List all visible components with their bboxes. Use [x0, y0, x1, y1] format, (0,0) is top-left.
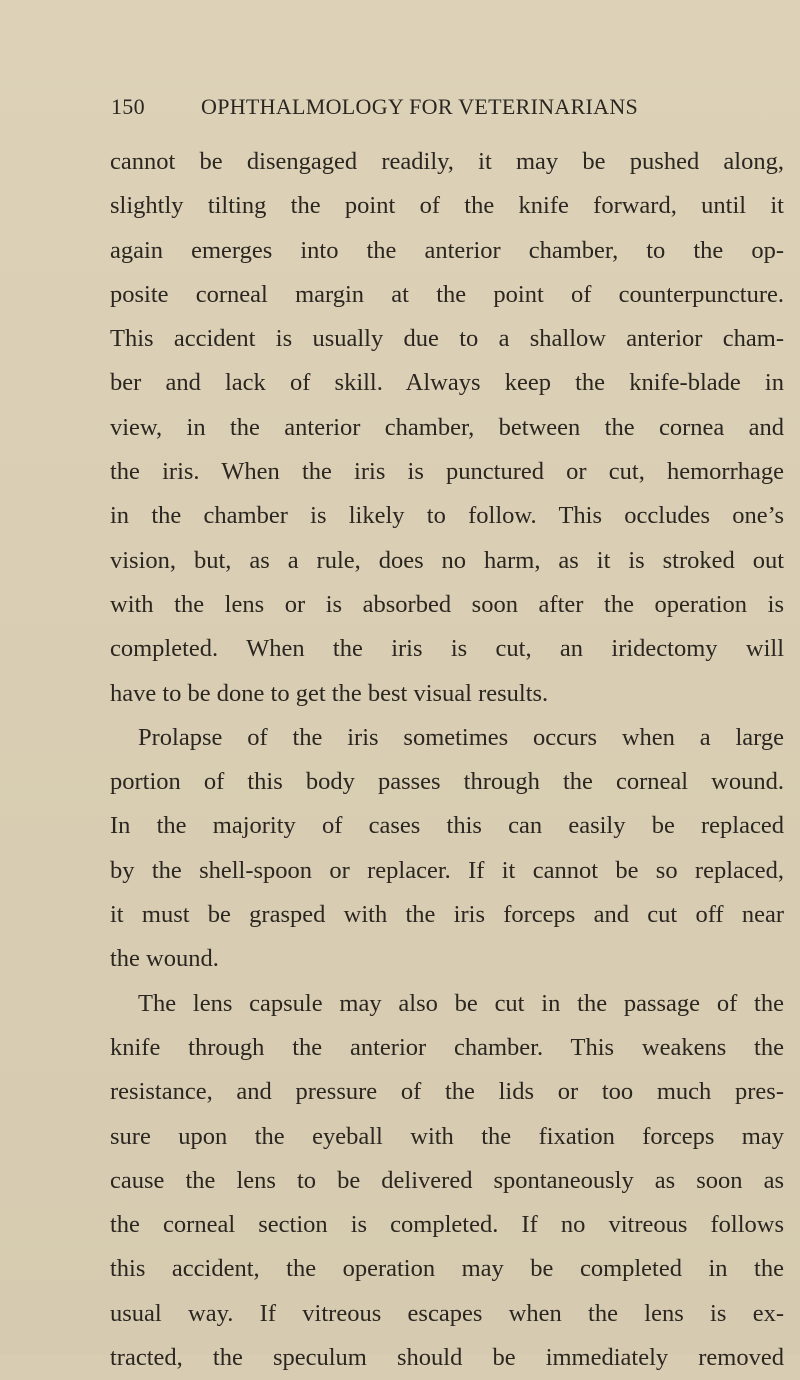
text-line: knife through the anterior chamber. This weakens the — [110, 1033, 784, 1061]
text-line: the wound. — [110, 945, 219, 973]
text-line: this accident, the operation may be completed in the — [110, 1255, 784, 1283]
page-number: 150 — [111, 94, 145, 119]
body-text — [110, 140, 784, 1380]
text-line: This accident is usually due to a shallow anterior cham- — [110, 325, 784, 353]
text-line: usual way. If vitreous escapes when the lens is ex- — [110, 1299, 784, 1327]
text-line: the iris. When the iris is punctured or cut, hemorrhage — [110, 458, 784, 486]
text-line: by the shell-spoon or replacer. If it cannot be so replaced, — [110, 856, 784, 884]
text-line: have to be done to get the best visual results. — [110, 679, 549, 707]
text-line: In the majority of cases this can easily be replaced — [110, 812, 784, 840]
text-line: posite corneal margin at the point of counterpuncture. — [110, 280, 784, 308]
text-line: sure upon the eyeball with the fixation forceps may — [110, 1122, 784, 1150]
text-line: slightly tilting the point of the knife forward, until it — [110, 192, 784, 220]
text-line: in the chamber is likely to follow. This occludes one’s — [110, 502, 784, 530]
text-line: Prolapse of the iris sometimes occurs when a large — [138, 723, 784, 751]
text-line: vision, but, as a rule, does no harm, as it is stroked out — [110, 546, 784, 574]
text-line: cannot be disengaged readily, it may be pushed along, — [110, 148, 784, 175]
text-line: with the lens or is absorbed soon after the operation is — [110, 590, 784, 618]
text-line: it must be grasped with the iris forceps and cut off near — [110, 901, 784, 929]
text-line: completed. When the iris is cut, an iridectomy will — [110, 635, 784, 663]
page-header — [111, 94, 671, 124]
text-line: ber and lack of skill. Always keep the knife-blade in — [110, 369, 784, 397]
text-line: cause the lens to be delivered spontaneously as soon as — [110, 1166, 784, 1194]
text-line: portion of this body passes through the corneal wound. — [110, 768, 784, 796]
running-head: OPHTHALMOLOGY FOR VETERINARIANS — [201, 94, 639, 119]
text-line: the corneal section is completed. If no vitreous follows — [110, 1211, 784, 1239]
text-line: tracted, the speculum should be immediately removed — [110, 1344, 784, 1372]
text-line: again emerges into the anterior chamber, to the op- — [110, 236, 784, 264]
text-line: view, in the anterior chamber, between the cornea and — [110, 413, 784, 441]
text-line: The lens capsule may also be cut in the passage of the — [138, 989, 784, 1017]
text-line: resistance, and pressure of the lids or too much pres- — [110, 1078, 784, 1106]
